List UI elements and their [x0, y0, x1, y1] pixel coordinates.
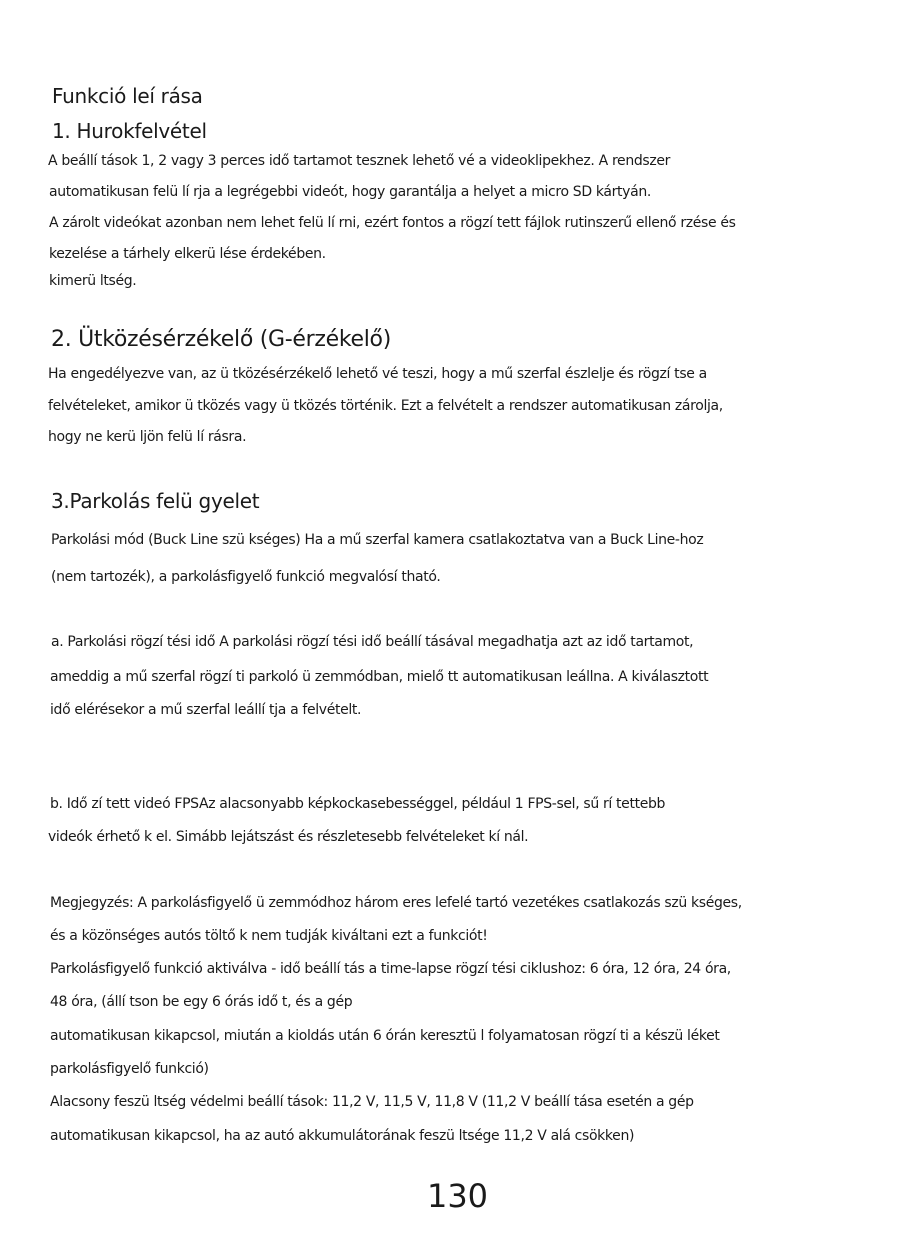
note-line: automatikusan kikapcsol, ha az autó akkumulátorának feszü ltsége 11,2 V alá csökken): [50, 1128, 635, 1144]
page-number: 130: [426, 1177, 489, 1215]
note-line: parkolásfigyelő funkció): [50, 1061, 209, 1077]
paragraph-line: Parkolási mód (Buck Line szü kséges) Ha a mű szerfal kamera csatlakoztatva van a Buck Line-hoz: [51, 532, 704, 548]
paragraph-line: kezelése a tárhely elkerü lése érdekében.: [49, 246, 326, 262]
paragraph-line: felvételeket, amikor ü tközés vagy ü tközés történik. Ezt a felvételt a rendszer automatikusan zárolja,: [48, 398, 723, 414]
paragraph-line: hogy ne kerü ljön felü lí rásra.: [48, 429, 247, 445]
paragraph-line: b. Idő zí tett videó FPSAz alacsonyabb képkockasebességgel, például 1 FPS-sel, sű rí tettebb: [50, 796, 666, 812]
note-line: automatikusan kikapcsol, miután a kioldás után 6 órán keresztü l folyamatosan rögzí ti a készü léket: [50, 1028, 720, 1044]
note-line: 48 óra, (állí tson be egy 6 órás idő t, és a gép: [50, 994, 353, 1010]
section-title-loop-recording: 1. Hurokfelvétel: [52, 119, 207, 143]
paragraph-line: kimerü ltség.: [49, 273, 137, 289]
note-line: és a közönséges autós töltő k nem tudják kiváltani ezt a funkciót!: [50, 928, 488, 944]
paragraph-line: videók érhető k el. Simább lejátszást és részletesebb felvételeket kí nál.: [48, 829, 529, 845]
note-line: Parkolásfigyelő funkció aktiválva - idő beállí tás a time-lapse rögzí tési ciklushoz: 6 óra, 12 óra, 24 óra,: [50, 961, 731, 977]
section-title-parking-monitor: 3.Parkolás felü gyelet: [51, 489, 260, 513]
paragraph-line: idő elérésekor a mű szerfal leállí tja a felvételt.: [50, 702, 362, 718]
note-line: Megjegyzés: A parkolásfigyelő ü zemmódhoz három eres lefelé tartó vezetékes csatlakozás szü kséges,: [50, 895, 742, 911]
paragraph-line: Ha engedélyezve van, az ü tközésérzékelő lehető vé teszi, hogy a mű szerfal észlelje és rögzí tse a: [48, 366, 707, 382]
paragraph-line: a. Parkolási rögzí tési idő A parkolási rögzí tési idő beállí tásával megadhatja azt az idő tartamot,: [51, 634, 694, 650]
page-heading: Funkció leí rása: [52, 84, 203, 108]
paragraph-line: (nem tartozék), a parkolásfigyelő funkció megvalósí tható.: [51, 569, 441, 585]
note-line: Alacsony feszü ltség védelmi beállí tások: 11,2 V, 11,5 V, 11,8 V (11,2 V beállí tása esetén a gép: [50, 1094, 694, 1110]
paragraph-line: ameddig a mű szerfal rögzí ti parkoló ü zemmódban, mielő tt automatikusan leállna. A kiválasztott: [50, 669, 709, 685]
paragraph-line: automatikusan felü lí rja a legrégebbi videót, hogy garantálja a helyet a micro SD kártyán.: [49, 184, 651, 200]
paragraph-line: A zárolt videókat azonban nem lehet felü lí rni, ezért fontos a rögzí tett fájlok rutinszerű ellenő rzése és: [49, 215, 736, 231]
paragraph-line: A beállí tások 1, 2 vagy 3 perces idő tartamot tesznek lehető vé a videoklipekhez. A rendszer: [48, 153, 670, 169]
section-title-g-sensor: 2. Ütközésérzékelő (G-érzékelő): [51, 327, 391, 352]
